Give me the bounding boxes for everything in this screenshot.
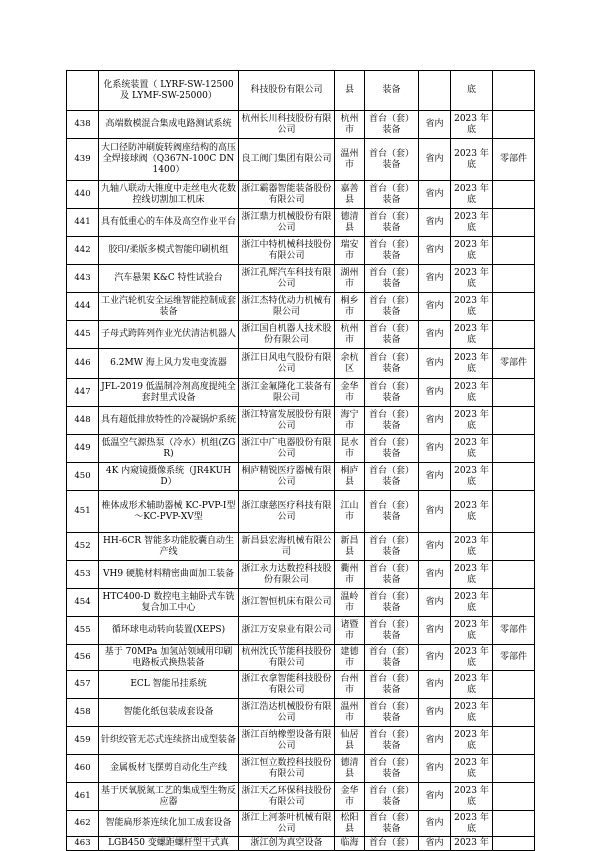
completion-time-cell: 2023 年底 [451,755,493,783]
table-row [67,811,535,837]
company-name-cell: 浙江国自机器人技术股份有限公司 [239,321,335,349]
equipment-type-cell: 装备 [365,71,419,111]
company-name-cell: 浙江孔辉汽车科技有限公司 [239,265,335,293]
completion-time-cell: 2023 年底 [451,589,493,617]
equipment-name-cell: 化系统装置（ LYRF-SW-12500 及 LYMF-SW-25000） [99,71,239,111]
remark-cell [493,589,535,617]
row-number-cell: 440 [67,181,99,209]
row-number-cell: 452 [67,533,99,561]
equipment-name-cell: 基于 70MPa 加氢站领域用印刷电路板式换热装备 [99,645,239,671]
table-row [67,237,535,265]
table-row [67,561,535,589]
equipment-name-cell: JFL-2019 低温制冷剂高度提纯全套封里式设备 [99,379,239,407]
remark-cell: 零部件 [493,617,535,645]
company-name-cell: 浙江智恒机床有限公司 [239,589,335,617]
row-number-cell: 447 [67,379,99,407]
table-row [67,699,535,727]
region-cell: 温岭市 [335,589,365,617]
table-row [67,349,535,379]
equipment-name-cell: 智能扁形茶连续化加工成套设备 [99,811,239,837]
equipment-name-cell: 具有低重心的车体及高空作业平台 [99,209,239,237]
company-name-cell: 浙江浩达机械股份有限公司 [239,699,335,727]
region-cell: 松阳县 [335,811,365,837]
equipment-type-cell: 首台（套）装备 [365,407,419,435]
table-row [67,671,535,699]
row-number-cell: 443 [67,265,99,293]
table-row [67,407,535,435]
scope-cell: 省内 [419,463,451,491]
remark-cell [493,237,535,265]
row-number-cell: 456 [67,645,99,671]
region-cell: 台州市 [335,671,365,699]
scope-cell: 省内 [419,671,451,699]
equipment-name-cell: 胶印/柔版多模式智能印刷机组 [99,237,239,265]
remark-cell [493,561,535,589]
remark-cell [493,407,535,435]
equipment-type-cell: 首台（套）装备 [365,617,419,645]
row-number-cell: 460 [67,755,99,783]
row-number-cell: 451 [67,491,99,533]
equipment-type-cell: 首台（套）装备 [365,435,419,463]
region-cell: 临海 [335,837,365,851]
row-number-cell: 455 [67,617,99,645]
completion-time-cell: 2023 年底 [451,491,493,533]
scope-cell: 省内 [419,293,451,321]
remark-cell [493,293,535,321]
equipment-table [66,70,535,851]
completion-time-cell: 2023 年底 [451,617,493,645]
scope-cell: 省内 [419,139,451,181]
row-number-cell: 441 [67,209,99,237]
remark-cell [493,671,535,699]
region-cell: 诸暨市 [335,617,365,645]
company-name-cell: 浙江康慈医疗科技有限公司 [239,491,335,533]
table-row [67,181,535,209]
region-cell: 瑞安市 [335,237,365,265]
company-name-cell: 浙江万安泉业有限公司 [239,617,335,645]
completion-time-cell: 2023 年底 [451,349,493,379]
equipment-name-cell: HTC400-D 数控电主轴卧式车铣复合加工中心 [99,589,239,617]
row-number-cell: 453 [67,561,99,589]
equipment-name-cell: 具有超低排放特性的冷凝锅炉系统 [99,407,239,435]
region-cell: 温州市 [335,139,365,181]
region-cell: 县 [335,71,365,111]
company-name-cell: 浙江衣拿智能科技股份有限公司 [239,671,335,699]
remark-cell [493,181,535,209]
scope-cell: 省内 [419,321,451,349]
company-name-cell: 浙江永力达数控科技股份有限公司 [239,561,335,589]
equipment-name-cell: HH-6CR 智能多功能胶囊自动生产线 [99,533,239,561]
equipment-name-cell: 智能化纸包装成套设备 [99,699,239,727]
table-row [67,379,535,407]
completion-time-cell: 2023 年底 [451,783,493,811]
equipment-type-cell: 首台（套）装备 [365,783,419,811]
remark-cell [493,699,535,727]
company-name-cell: 浙江天乙环保科技股份有限公司 [239,783,335,811]
equipment-name-cell: VH9 硬脆材料精密曲面加工装备 [99,561,239,589]
remark-cell: 零部件 [493,645,535,671]
completion-time-cell: 2023 年底 [451,407,493,435]
equipment-type-cell: 首台（套）装备 [365,533,419,561]
table-row [67,139,535,181]
completion-time-cell: 2023 年底 [451,463,493,491]
region-cell: 桐庐县 [335,463,365,491]
equipment-type-cell: 首台（套）装备 [365,379,419,407]
table-row [67,321,535,349]
equipment-type-cell: 首台（套）装备 [365,349,419,379]
equipment-type-cell: 首台（套）装备 [365,321,419,349]
scope-cell: 省内 [419,435,451,463]
equipment-type-cell: 首台（套）装备 [365,589,419,617]
company-name-cell: 浙江杰特优动力机械有限公司 [239,293,335,321]
region-cell: 新昌县 [335,533,365,561]
remark-cell [493,783,535,811]
table-row [67,111,535,139]
equipment-type-cell: 首台（套）装备 [365,561,419,589]
remark-cell [493,533,535,561]
table-row [67,435,535,463]
equipment-name-cell: 基于厌氧脱氮工艺的集成型生物反应器 [99,783,239,811]
equipment-name-cell: 针织绞管无芯式连续挤出成型装备 [99,727,239,755]
remark-cell [493,265,535,293]
equipment-name-cell: LGB450 变螺距螺杆型干式真 [99,837,239,851]
equipment-type-cell: 首台（套）装备 [365,699,419,727]
remark-cell [493,837,535,851]
completion-time-cell: 2023 年底 [451,111,493,139]
row-number-cell: 439 [67,139,99,181]
region-cell: 仙居县 [335,727,365,755]
table-row [67,491,535,533]
completion-time-cell: 2023 年底 [451,209,493,237]
region-cell: 余杭区 [335,349,365,379]
region-cell: 昆水市 [335,435,365,463]
remark-cell: 零部件 [493,349,535,379]
equipment-type-cell: 首台（套）装备 [365,181,419,209]
company-name-cell: 浙江百纳橡塑设备有限公司 [239,727,335,755]
scope-cell: 省内 [419,617,451,645]
company-name-cell: 浙江中特机械科技股份有限公司 [239,237,335,265]
region-cell: 桐乡市 [335,293,365,321]
equipment-name-cell: 金属板材飞摆剪自动化生产线 [99,755,239,783]
completion-time-cell: 2023 年底 [451,237,493,265]
scope-cell: 省内 [419,699,451,727]
remark-cell [493,379,535,407]
region-cell: 海宁市 [335,407,365,435]
scope-cell: 省内 [419,837,451,851]
remark-cell [493,491,535,533]
region-cell: 德清县 [335,209,365,237]
equipment-name-cell: 汽车悬架 K&C 特性试验台 [99,265,239,293]
table-row [67,293,535,321]
row-number-cell: 448 [67,407,99,435]
row-number-cell: 457 [67,671,99,699]
scope-cell: 省内 [419,645,451,671]
scope-cell: 省内 [419,533,451,561]
scope-cell: 省内 [419,589,451,617]
equipment-type-cell: 首台（套）装备 [365,491,419,533]
table-row [67,755,535,783]
equipment-name-cell: 6.2MW 海上风力发电变流器 [99,349,239,379]
scope-cell: 省内 [419,237,451,265]
company-name-cell: 桐庐精锐医疗器械有限公司 [239,463,335,491]
scope-cell: 省内 [419,349,451,379]
scope-cell: 省内 [419,561,451,589]
company-name-cell: 浙江日风电气股份有限公司 [239,349,335,379]
table-row [67,727,535,755]
equipment-type-cell: 首台（套）装备 [365,293,419,321]
scope-cell: 省内 [419,755,451,783]
scope-cell: 省内 [419,407,451,435]
company-name-cell: 杭州沈氏节能科技股份有限公司 [239,645,335,671]
equipment-type-cell: 首台（套）装备 [365,265,419,293]
table-row [67,265,535,293]
remark-cell [493,435,535,463]
table-row [67,463,535,491]
equipment-type-cell: 首台（套）装备 [365,811,419,837]
region-cell: 德清县 [335,755,365,783]
region-cell: 金华市 [335,783,365,811]
region-cell: 建德市 [335,645,365,671]
equipment-type-cell: 首台（套）装备 [365,139,419,181]
row-number-cell: 438 [67,111,99,139]
equipment-type-cell: 首台（套）装备 [365,111,419,139]
company-name-cell: 浙江恒立数控科技股份有限公司 [239,755,335,783]
remark-cell [493,321,535,349]
equipment-type-cell: 首台（套）装备 [365,671,419,699]
equipment-type-cell: 首台（套）装备 [365,645,419,671]
region-cell: 江山市 [335,491,365,533]
remark-cell [493,209,535,237]
equipment-type-cell: 首台（套）装备 [365,463,419,491]
remark-cell [493,811,535,837]
row-number-cell: 445 [67,321,99,349]
scope-cell: 省内 [419,181,451,209]
company-name-cell: 杭州长川科技股份有限公司 [239,111,335,139]
company-name-cell: 浙江特富发展股份有限公司 [239,407,335,435]
equipment-type-cell: 首台（套）装备 [365,237,419,265]
remark-cell [493,755,535,783]
row-number-cell: 449 [67,435,99,463]
region-cell: 嘉善县 [335,181,365,209]
remark-cell [493,111,535,139]
completion-time-cell: 2023 年底 [451,671,493,699]
equipment-name-cell: 大口径防冲刷旋转阀座结构的高压全焊接球阀（Q367N-100C DN1400） [99,139,239,181]
company-name-cell: 浙江金氟隆化工装备有限公司 [239,379,335,407]
equipment-name-cell: ECL 智能吊挂系统 [99,671,239,699]
region-cell: 温州市 [335,699,365,727]
equipment-name-cell: 循环球电动转向装置(XEPS) [99,617,239,645]
region-cell: 杭州市 [335,321,365,349]
scope-cell: 省内 [419,209,451,237]
scope-cell: 省内 [419,727,451,755]
table-row [67,617,535,645]
row-number-cell: 446 [67,349,99,379]
row-number-cell [67,71,99,111]
scope-cell: 省内 [419,379,451,407]
equipment-name-cell: 4K 内窥镜摄像系统（JR4KUHD） [99,463,239,491]
region-cell: 湖州市 [335,265,365,293]
completion-time-cell: 2023 年底 [451,811,493,837]
completion-time-cell: 2023 年底 [451,699,493,727]
completion-time-cell: 2023 年 [451,837,493,851]
completion-time-cell: 2023 年底 [451,533,493,561]
equipment-name-cell: 椎体成形术辅助器械 KC-PVP-Ⅰ型～KC-PVP-ⅩⅤ型 [99,491,239,533]
completion-time-cell: 2023 年底 [451,265,493,293]
completion-time-cell: 2023 年底 [451,321,493,349]
completion-time-cell: 2023 年底 [451,139,493,181]
row-number-cell: 454 [67,589,99,617]
row-number-cell: 463 [67,837,99,851]
completion-time-cell: 底 [451,71,493,111]
equipment-type-cell: 首台（套）装备 [365,755,419,783]
table-row [67,783,535,811]
remark-cell [493,727,535,755]
completion-time-cell: 2023 年底 [451,561,493,589]
region-cell: 杭州市 [335,111,365,139]
row-number-cell: 444 [67,293,99,321]
region-cell: 衢州市 [335,561,365,589]
company-name-cell: 浙江中广电器股份有限公司 [239,435,335,463]
equipment-type-cell: 首台（套）装备 [365,209,419,237]
scope-cell: 省内 [419,811,451,837]
table-row [67,589,535,617]
equipment-name-cell: 工业汽轮机安全运维智能控制成套装备 [99,293,239,321]
table-row [67,837,535,851]
scope-cell: 省内 [419,491,451,533]
completion-time-cell: 2023 年底 [451,727,493,755]
region-cell: 金华市 [335,379,365,407]
scope-cell: 省内 [419,111,451,139]
company-name-cell: 浙江创为真空设备 [239,837,335,851]
company-name-cell: 浙江霸器智能装备股份有限公司 [239,181,335,209]
equipment-name-cell: 低温空气源热泵（冷水）机组(ZGR) [99,435,239,463]
table-row [67,645,535,671]
scope-cell [419,71,451,111]
table-row [67,209,535,237]
completion-time-cell: 2023 年底 [451,379,493,407]
completion-time-cell: 2023 年底 [451,181,493,209]
equipment-name-cell: 九轴八联动大锥度中走丝电火花数控线切割加工机床 [99,181,239,209]
completion-time-cell: 2023 年底 [451,645,493,671]
remark-cell [493,71,535,111]
row-number-cell: 459 [67,727,99,755]
scope-cell: 省内 [419,783,451,811]
equipment-type-cell: 首台（套） [365,837,419,851]
row-number-cell: 461 [67,783,99,811]
company-name-cell: 浙江鼎力机械股份有限公司 [239,209,335,237]
company-name-cell: 新昌县宏海机械有限公司 [239,533,335,561]
equipment-name-cell: 高端数模混合集成电路测试系统 [99,111,239,139]
company-name-cell: 良工阀门集团有限公司 [239,139,335,181]
row-number-cell: 458 [67,699,99,727]
remark-cell: 零部件 [493,139,535,181]
completion-time-cell: 2023 年底 [451,435,493,463]
row-number-cell: 450 [67,463,99,491]
completion-time-cell: 2023 年底 [451,293,493,321]
company-name-cell: 科技股份有限公司 [239,71,335,111]
scope-cell: 省内 [419,265,451,293]
row-number-cell: 442 [67,237,99,265]
company-name-cell: 浙江上河茶叶机械有限公司 [239,811,335,837]
equipment-type-cell: 首台（套）装备 [365,727,419,755]
remark-cell [493,463,535,491]
row-number-cell: 462 [67,811,99,837]
table-row [67,71,535,111]
table-body [67,71,535,851]
table-row [67,533,535,561]
equipment-name-cell: 子母式跨阵列作业光伏清洁机器人 [99,321,239,349]
